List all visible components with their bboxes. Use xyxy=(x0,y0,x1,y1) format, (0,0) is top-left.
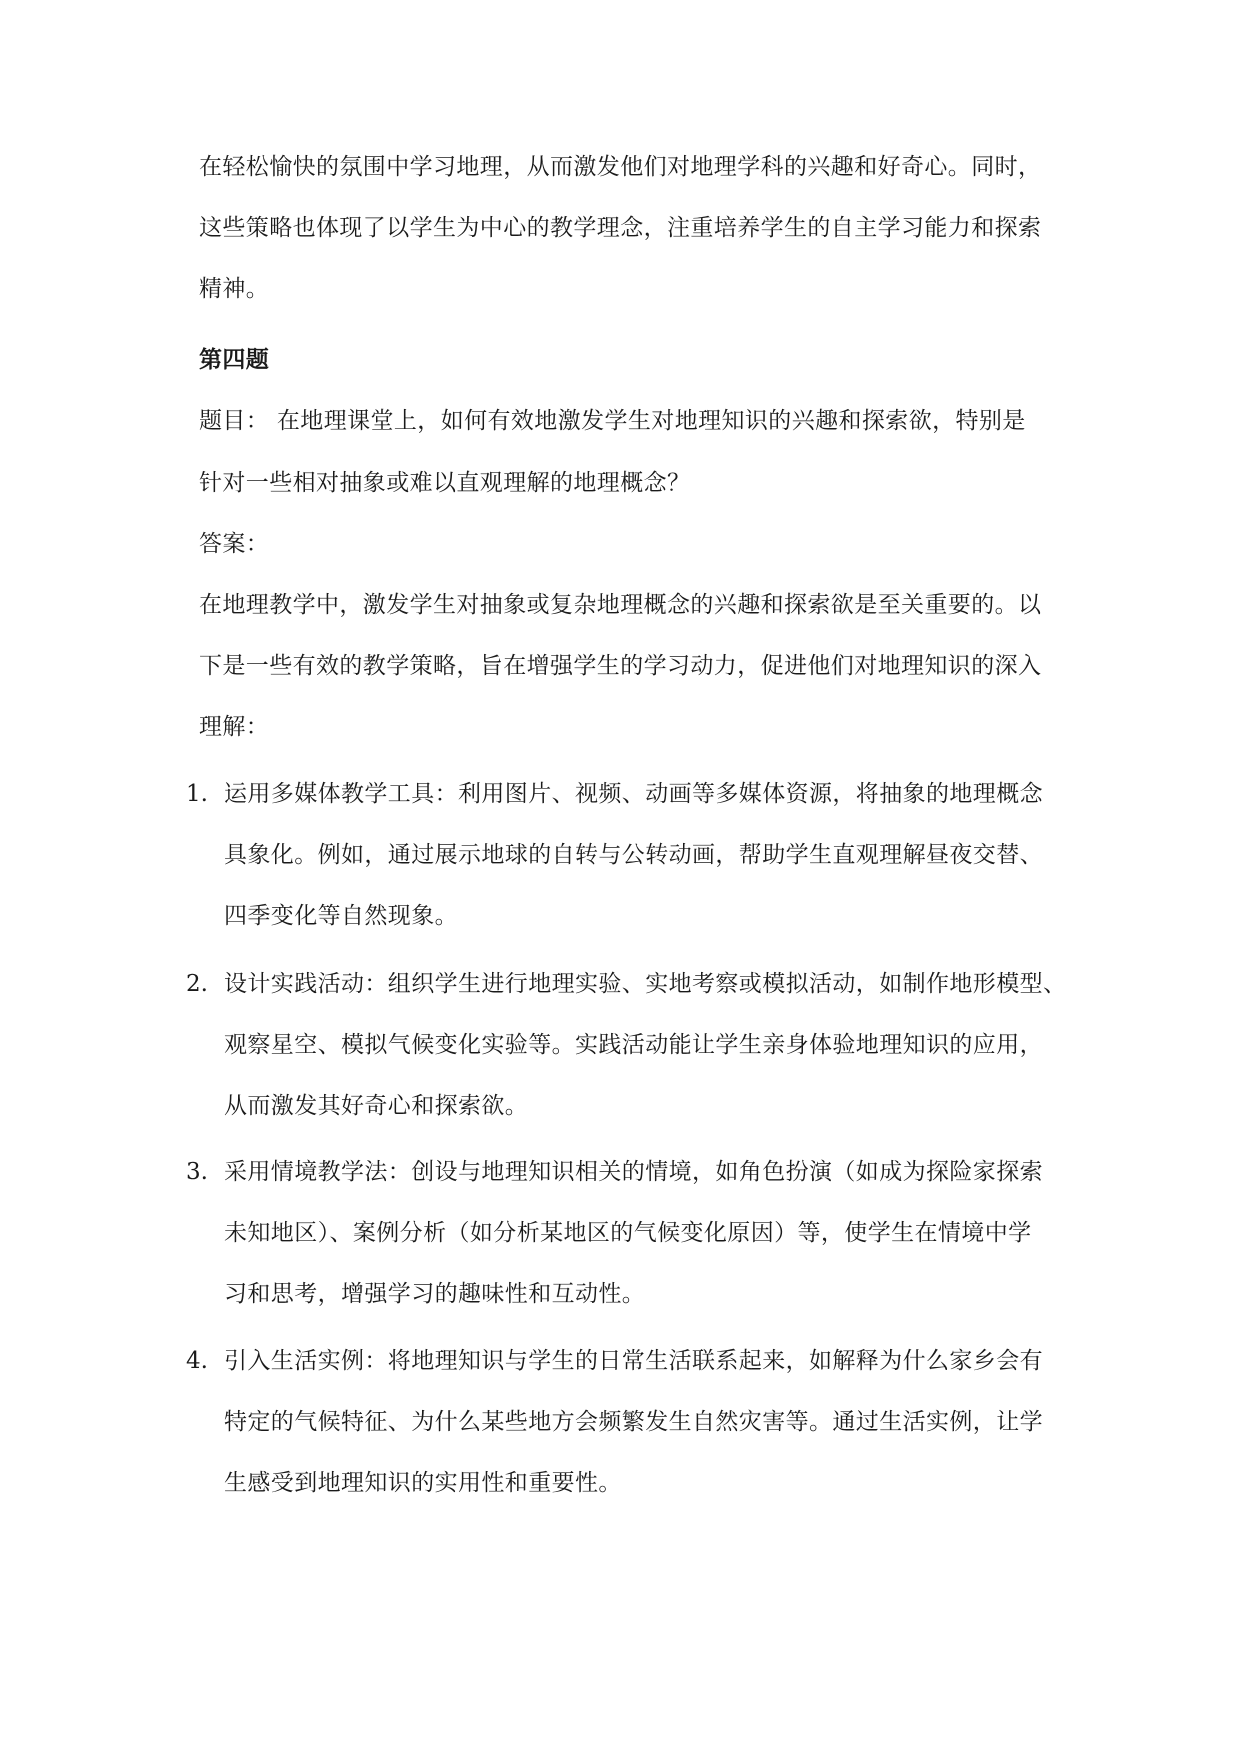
list-item-number: 3. xyxy=(186,1159,208,1185)
section-heading: 第四题 xyxy=(199,346,270,373)
list-item-line: 设计实践活动：组织学生进行地理实验、实地考察或模拟活动，如制作地形模型、 xyxy=(224,971,1067,997)
intro-line: 在轻松愉快的氛围中学习地理，从而激发他们对地理学科的兴趣和好奇心。同时， xyxy=(199,154,1042,180)
list-item-line: 运用多媒体教学工具：利用图片、视频、动画等多媒体资源，将抽象的地理概念 xyxy=(224,781,1043,807)
list-item-line: 生感受到地理知识的实用性和重要性。 xyxy=(224,1470,622,1496)
answer-label: 答案： xyxy=(199,531,270,557)
list-item-line: 习和思考，增强学习的趣味性和互动性。 xyxy=(224,1281,646,1307)
question-line: 题目： 在地理课堂上，如何有效地激发学生对地理知识的兴趣和探索欲，特别是 xyxy=(199,408,1026,434)
answer-intro-line: 下是一些有效的教学策略，旨在增强学生的学习动力，促进他们对地理知识的深入 xyxy=(199,653,1042,679)
list-item-number: 1. xyxy=(186,781,208,807)
list-item-line: 从而激发其好奇心和探索欲。 xyxy=(224,1093,529,1119)
answer-intro-line: 理解： xyxy=(199,714,270,740)
list-item-line: 观察星空、模拟气候变化实验等。实践活动能让学生亲身体验地理知识的应用， xyxy=(224,1032,1043,1058)
answer-intro-line: 在地理教学中，激发学生对抽象或复杂地理概念的兴趣和探索欲是至关重要的。以 xyxy=(199,592,1042,618)
list-item-line: 未知地区）、案例分析（如分析某地区的气候变化原因）等，使学生在情境中学 xyxy=(224,1220,1032,1246)
list-item-line: 四季变化等自然现象。 xyxy=(224,903,458,929)
list-item-line: 引入生活实例：将地理知识与学生的日常生活联系起来，如解释为什么家乡会有 xyxy=(224,1348,1043,1374)
list-item-number: 4. xyxy=(186,1348,208,1374)
intro-line: 精神。 xyxy=(199,276,270,302)
question-line: 针对一些相对抽象或难以直观理解的地理概念？ xyxy=(199,470,691,496)
list-item-line: 特定的气候特征、为什么某些地方会频繁发生自然灾害等。通过生活实例，让学 xyxy=(224,1409,1043,1435)
list-item-number: 2. xyxy=(186,971,208,997)
list-item-line: 采用情境教学法：创设与地理知识相关的情境，如角色扮演（如成为探险家探索 xyxy=(224,1159,1043,1185)
intro-line: 这些策略也体现了以学生为中心的教学理念，注重培养学生的自主学习能力和探索 xyxy=(199,215,1042,241)
list-item-line: 具象化。例如，通过展示地球的自转与公转动画，帮助学生直观理解昼夜交替、 xyxy=(224,842,1043,868)
